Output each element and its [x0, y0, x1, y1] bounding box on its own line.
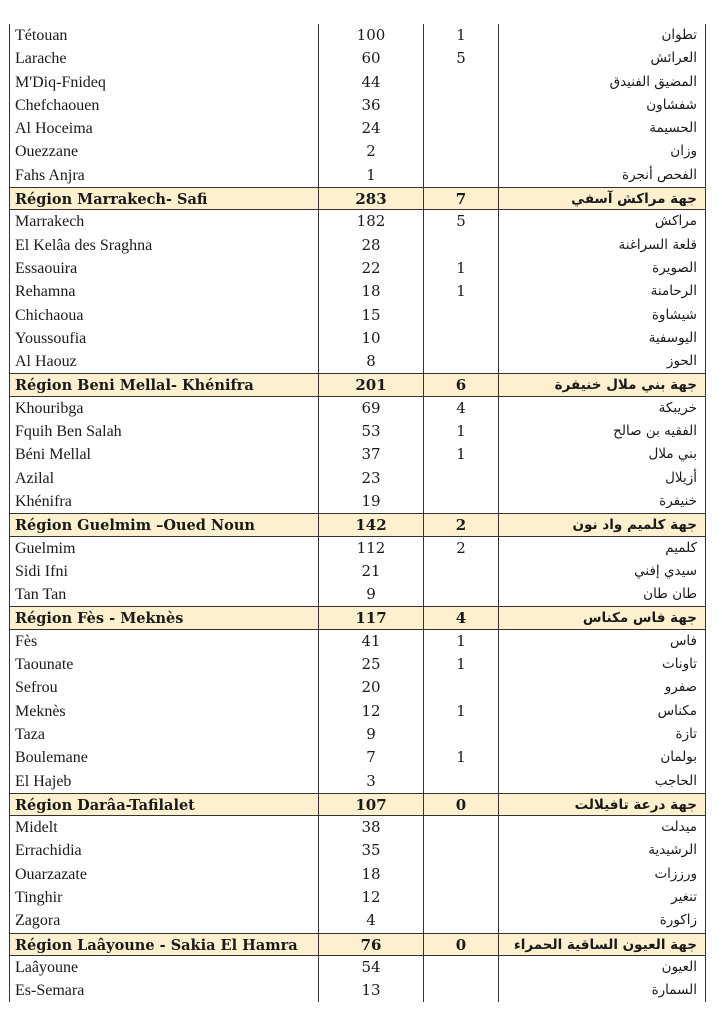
name-ar-cell: الفقيه بن صالح	[498, 420, 706, 443]
deaths-cell	[423, 327, 498, 350]
name-fr-cell: Sefrou	[9, 676, 318, 699]
name-ar-cell: العرائش	[498, 47, 706, 70]
deaths-cell: 5	[423, 47, 498, 70]
deaths-cell	[423, 723, 498, 746]
name-fr-cell: Zagora	[9, 909, 318, 932]
name-fr-cell: Chefchaouen	[9, 94, 318, 117]
cases-cell: 24	[318, 117, 423, 140]
deaths-cell	[423, 863, 498, 886]
deaths-cell	[423, 304, 498, 327]
province-row	[9, 257, 706, 280]
name-ar-cell: المضيق الفنيدق	[498, 71, 706, 94]
cases-cell: 28	[318, 234, 423, 257]
cases-cell: 54	[318, 956, 423, 979]
province-row	[9, 583, 706, 606]
province-row	[9, 676, 706, 699]
name-ar-cell: الرشيدية	[498, 839, 706, 862]
name-fr-cell: El Kelâa des Sraghna	[9, 234, 318, 257]
province-row	[9, 746, 706, 769]
name-fr-cell: Région Marrakech- Safi	[9, 188, 318, 209]
province-row	[9, 397, 706, 420]
name-fr-cell: Région Fès - Meknès	[9, 607, 318, 628]
name-fr-cell: Guelmim	[9, 537, 318, 560]
deaths-cell	[423, 583, 498, 606]
deaths-cell: 1	[423, 257, 498, 280]
deaths-cell	[423, 234, 498, 257]
name-ar-cell: بني ملال	[498, 443, 706, 466]
cases-cell: 8	[318, 350, 423, 373]
deaths-cell	[423, 676, 498, 699]
cases-cell: 12	[318, 700, 423, 723]
name-ar-cell: جهة درعة تافيلالت	[498, 794, 706, 815]
name-fr-cell: Errachidia	[9, 839, 318, 862]
cases-cell: 100	[318, 24, 423, 47]
name-ar-cell: العيون	[498, 956, 706, 979]
deaths-cell: 2	[423, 537, 498, 560]
region-total-row	[9, 187, 706, 210]
province-row	[9, 839, 706, 862]
province-row	[9, 537, 706, 560]
region-total-row	[9, 793, 706, 816]
cases-cell: 117	[318, 607, 423, 628]
region-total-row	[9, 933, 706, 956]
province-row	[9, 350, 706, 373]
province-row	[9, 327, 706, 350]
deaths-cell	[423, 839, 498, 862]
name-ar-cell: اليوسفية	[498, 327, 706, 350]
deaths-cell: 7	[423, 188, 498, 209]
cases-cell: 69	[318, 397, 423, 420]
name-fr-cell: Béni Mellal	[9, 443, 318, 466]
name-fr-cell: Région Guelmim –Oued Noun	[9, 514, 318, 535]
cases-cell: 25	[318, 653, 423, 676]
province-row	[9, 700, 706, 723]
province-row	[9, 770, 706, 793]
cases-cell: 21	[318, 560, 423, 583]
name-fr-cell: Youssoufia	[9, 327, 318, 350]
region-total-row	[9, 513, 706, 536]
name-ar-cell: مراكش	[498, 210, 706, 233]
name-ar-cell: فاس	[498, 630, 706, 653]
deaths-cell: 2	[423, 514, 498, 535]
deaths-cell	[423, 94, 498, 117]
name-fr-cell: Boulemane	[9, 746, 318, 769]
name-ar-cell: الرحامنة	[498, 280, 706, 303]
name-ar-cell: الصويرة	[498, 257, 706, 280]
deaths-cell	[423, 117, 498, 140]
province-row	[9, 443, 706, 466]
name-fr-cell: Al Hoceima	[9, 117, 318, 140]
deaths-cell: 1	[423, 280, 498, 303]
deaths-cell	[423, 140, 498, 163]
cases-cell: 22	[318, 257, 423, 280]
deaths-cell	[423, 770, 498, 793]
cases-cell: 36	[318, 94, 423, 117]
name-fr-cell: M'Diq-Fnideq	[9, 71, 318, 94]
cases-cell: 107	[318, 794, 423, 815]
cases-cell: 7	[318, 746, 423, 769]
cases-cell: 3	[318, 770, 423, 793]
cases-cell: 23	[318, 467, 423, 490]
province-row	[9, 560, 706, 583]
cases-by-region-table	[9, 24, 706, 1002]
province-row	[9, 234, 706, 257]
name-ar-cell: بولمان	[498, 746, 706, 769]
name-ar-cell: كلميم	[498, 537, 706, 560]
deaths-cell: 1	[423, 420, 498, 443]
deaths-cell	[423, 909, 498, 932]
name-fr-cell: Fès	[9, 630, 318, 653]
province-row	[9, 909, 706, 932]
region-total-row	[9, 373, 706, 396]
cases-cell: 44	[318, 71, 423, 94]
cases-cell: 18	[318, 280, 423, 303]
name-fr-cell: Larache	[9, 47, 318, 70]
cases-cell: 12	[318, 886, 423, 909]
name-fr-cell: Sidi Ifni	[9, 560, 318, 583]
deaths-cell: 1	[423, 24, 498, 47]
name-ar-cell: الفحص أنجرة	[498, 164, 706, 187]
name-ar-cell: خريبكة	[498, 397, 706, 420]
province-row	[9, 71, 706, 94]
deaths-cell	[423, 350, 498, 373]
cases-cell: 18	[318, 863, 423, 886]
cases-cell: 37	[318, 443, 423, 466]
cases-cell: 2	[318, 140, 423, 163]
cases-cell: 13	[318, 979, 423, 1002]
deaths-cell: 4	[423, 607, 498, 628]
cases-cell: 201	[318, 374, 423, 395]
name-fr-cell: Fquih Ben Salah	[9, 420, 318, 443]
name-ar-cell: تازة	[498, 723, 706, 746]
deaths-cell: 1	[423, 746, 498, 769]
name-ar-cell: جهة فاس مكناس	[498, 607, 706, 628]
province-row	[9, 24, 706, 47]
province-row	[9, 304, 706, 327]
name-ar-cell: ميدلت	[498, 816, 706, 839]
province-row	[9, 420, 706, 443]
name-ar-cell: الحاجب	[498, 770, 706, 793]
name-ar-cell: شفشاون	[498, 94, 706, 117]
name-fr-cell: Tinghir	[9, 886, 318, 909]
deaths-cell	[423, 979, 498, 1002]
deaths-cell	[423, 816, 498, 839]
name-ar-cell: تطوان	[498, 24, 706, 47]
name-fr-cell: El Hajeb	[9, 770, 318, 793]
name-ar-cell: سيدي إفني	[498, 560, 706, 583]
province-row	[9, 164, 706, 187]
deaths-cell: 0	[423, 794, 498, 815]
province-row	[9, 140, 706, 163]
name-fr-cell: Es-Semara	[9, 979, 318, 1002]
name-fr-cell: Ouezzane	[9, 140, 318, 163]
name-fr-cell: Taounate	[9, 653, 318, 676]
cases-cell: 10	[318, 327, 423, 350]
name-ar-cell: ورززات	[498, 863, 706, 886]
name-fr-cell: Tan Tan	[9, 583, 318, 606]
deaths-cell: 4	[423, 397, 498, 420]
name-ar-cell: صفرو	[498, 676, 706, 699]
deaths-cell	[423, 560, 498, 583]
name-fr-cell: Ouarzazate	[9, 863, 318, 886]
name-ar-cell: قلعة السراغنة	[498, 234, 706, 257]
name-fr-cell: Marrakech	[9, 210, 318, 233]
cases-cell: 38	[318, 816, 423, 839]
name-ar-cell: جهة بني ملال خنيفرة	[498, 374, 706, 395]
name-fr-cell: Fahs Anjra	[9, 164, 318, 187]
name-fr-cell: Rehamna	[9, 280, 318, 303]
cases-cell: 142	[318, 514, 423, 535]
name-ar-cell: تنغير	[498, 886, 706, 909]
name-ar-cell: مكناس	[498, 700, 706, 723]
deaths-cell	[423, 467, 498, 490]
province-row	[9, 94, 706, 117]
province-row	[9, 210, 706, 233]
name-ar-cell: وزان	[498, 140, 706, 163]
name-fr-cell: Midelt	[9, 816, 318, 839]
cases-cell: 9	[318, 583, 423, 606]
deaths-cell	[423, 164, 498, 187]
deaths-cell: 1	[423, 653, 498, 676]
cases-cell: 182	[318, 210, 423, 233]
cases-cell: 1	[318, 164, 423, 187]
cases-cell: 4	[318, 909, 423, 932]
province-row	[9, 653, 706, 676]
name-ar-cell: خنيفرة	[498, 490, 706, 513]
province-row	[9, 816, 706, 839]
cases-cell: 53	[318, 420, 423, 443]
province-row	[9, 723, 706, 746]
name-fr-cell: Essaouira	[9, 257, 318, 280]
province-row	[9, 490, 706, 513]
name-fr-cell: Tétouan	[9, 24, 318, 47]
name-ar-cell: زاكورة	[498, 909, 706, 932]
deaths-cell: 5	[423, 210, 498, 233]
province-row	[9, 863, 706, 886]
cases-cell: 112	[318, 537, 423, 560]
cases-cell: 60	[318, 47, 423, 70]
name-ar-cell: تاونات	[498, 653, 706, 676]
name-ar-cell: طان طان	[498, 583, 706, 606]
deaths-cell: 6	[423, 374, 498, 395]
name-fr-cell: Azilal	[9, 467, 318, 490]
name-fr-cell: Laâyoune	[9, 956, 318, 979]
deaths-cell: 1	[423, 443, 498, 466]
deaths-cell: 0	[423, 934, 498, 955]
name-ar-cell: جهة مراكش آسفي	[498, 188, 706, 209]
cases-cell: 41	[318, 630, 423, 653]
province-row	[9, 117, 706, 140]
name-ar-cell: أزيلال	[498, 467, 706, 490]
province-row	[9, 886, 706, 909]
name-fr-cell: Khénifra	[9, 490, 318, 513]
name-fr-cell: Région Beni Mellal- Khénifra	[9, 374, 318, 395]
name-ar-cell: شيشاوة	[498, 304, 706, 327]
cases-cell: 20	[318, 676, 423, 699]
name-fr-cell: Région Laâyoune - Sakia El Hamra	[9, 934, 318, 955]
deaths-cell	[423, 886, 498, 909]
province-row	[9, 630, 706, 653]
cases-cell: 9	[318, 723, 423, 746]
name-fr-cell: Chichaoua	[9, 304, 318, 327]
deaths-cell	[423, 71, 498, 94]
province-row	[9, 979, 706, 1002]
deaths-cell: 1	[423, 700, 498, 723]
name-fr-cell: Taza	[9, 723, 318, 746]
name-ar-cell: جهة العيون الساقية الحمراء	[498, 934, 706, 955]
name-ar-cell: الحوز	[498, 350, 706, 373]
name-fr-cell: Al Haouz	[9, 350, 318, 373]
deaths-cell	[423, 956, 498, 979]
province-row	[9, 956, 706, 979]
name-fr-cell: Meknès	[9, 700, 318, 723]
province-row	[9, 467, 706, 490]
name-ar-cell: الحسيمة	[498, 117, 706, 140]
region-total-row	[9, 606, 706, 629]
name-ar-cell: جهة كلميم واد نون	[498, 514, 706, 535]
cases-cell: 19	[318, 490, 423, 513]
cases-cell: 76	[318, 934, 423, 955]
cases-cell: 35	[318, 839, 423, 862]
cases-cell: 15	[318, 304, 423, 327]
name-fr-cell: Khouribga	[9, 397, 318, 420]
cases-cell: 283	[318, 188, 423, 209]
name-ar-cell: السمارة	[498, 979, 706, 1002]
province-row	[9, 47, 706, 70]
deaths-cell: 1	[423, 630, 498, 653]
deaths-cell	[423, 490, 498, 513]
name-fr-cell: Région Darâa-Tafilalet	[9, 794, 318, 815]
province-row	[9, 280, 706, 303]
